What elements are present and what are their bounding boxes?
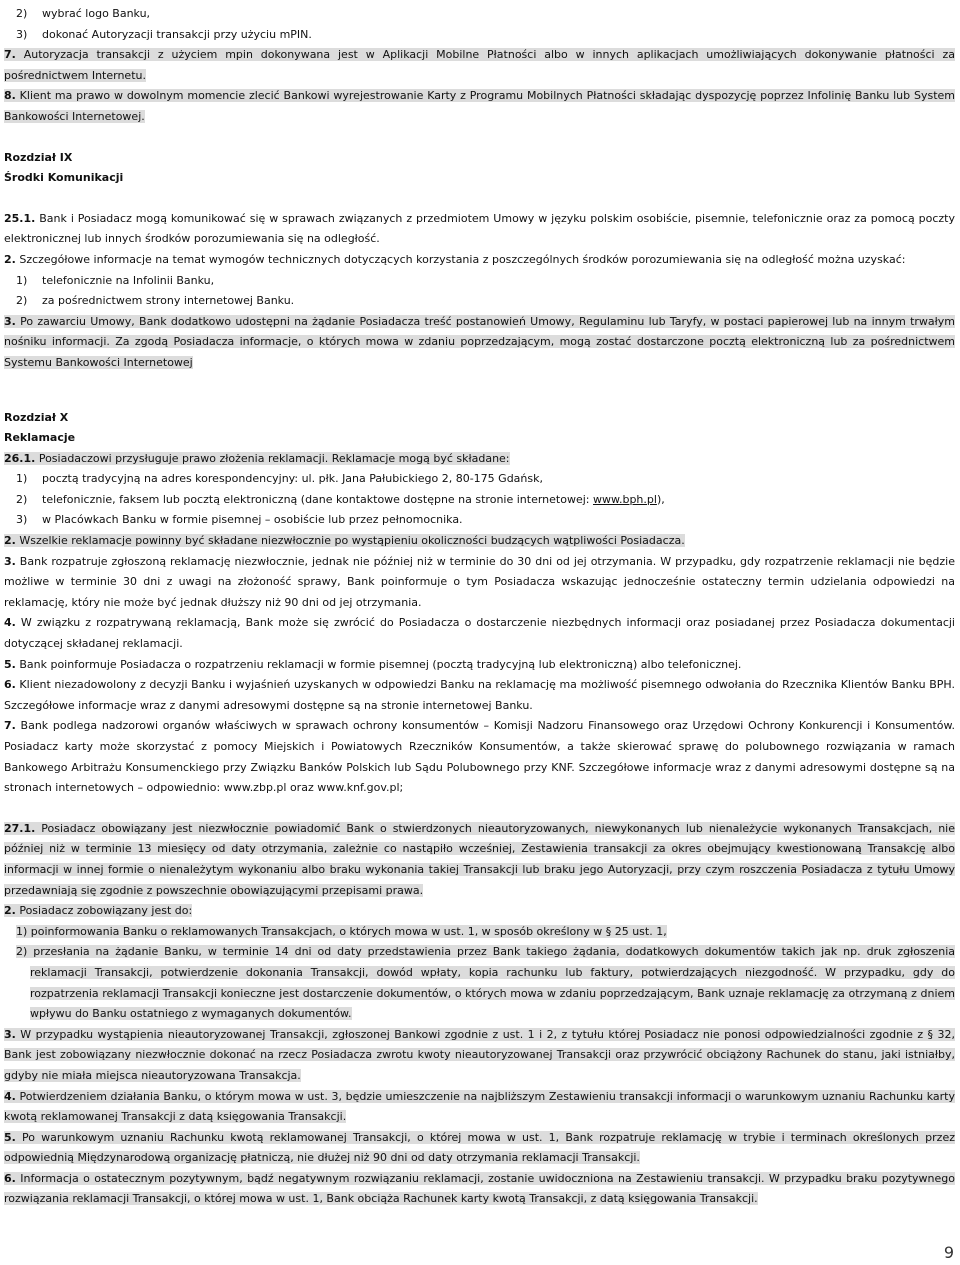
paragraph-text: Bank podlega nadzorowi organów właściwych w sprawach ochrony konsumentów – Komisji Nadzoru Finansowego oraz Urzędowi Ochrony Konkurencji i Konsumentów. Posiadacz karty może skorzystać z pomocy Miejskich i Powiatowych Rzeczników Konsumentów, a także skierować sprawę do polubownego rozwiązania w ramach Bankowego Arbitrażu Konsumenckiego przy Związku Banków Polskich lub Sądu Polubownego przy KNF. Szczegółowe informacje wraz z danymi adresowymi dostępne są na stronach internetowych – odpowiednio: www.zbp.pl oraz www.knf.gov.pl;: [4, 719, 955, 795]
item-number: 3): [16, 513, 28, 527]
item-number: 2): [16, 294, 28, 308]
paragraph-25-2: [4, 250, 955, 271]
list-item: [4, 510, 955, 531]
paragraph-number: 2.: [4, 534, 16, 548]
paragraph-26-1: [4, 449, 955, 470]
paragraph-26-4: [4, 613, 955, 654]
spacer: [4, 128, 955, 148]
paragraph-number: 2.: [4, 252, 16, 266]
item-text: w Placówkach Banku w formie pisemnej – osobiście lub przez pełnomocnika.: [42, 513, 463, 527]
page-number: 9: [943, 1243, 954, 1262]
paragraph-7: [4, 45, 955, 86]
spacer: [4, 799, 955, 819]
paragraph-26-3: [4, 552, 955, 614]
paragraph-text: Szczegółowe informacje na temat wymogów technicznych dotyczących korzystania z poszczególnych środków porozumiewania się na odległość można uzyskać:: [15, 252, 906, 266]
paragraph-text: Po warunkowym uznaniu Rachunku kwotą reklamowanej Transakcji, o której mowa w ust. 1, Bank rozpatruje reklamację w trybie i terminach określonych przez odpowiednią Międzynarodową organizację płatniczą, nie dłużej niż 90 dni od daty otrzymania reklamacji Transakcji.: [4, 1130, 955, 1165]
chapter-title: Rozdział X: [4, 410, 69, 424]
paragraph-27-4: [4, 1087, 955, 1128]
list-item: [4, 4, 955, 25]
paragraph-number: 5.: [4, 1130, 16, 1144]
paragraph-number: 4.: [4, 616, 16, 630]
paragraph-text: Klient niezadowolony z decyzji Banku i wyjaśnień uzyskanych w odpowiedzi Banku na reklamację ma możliwość pisemnego odwołania do Rzecznika Klientów Banku BPH. Szczegółowe informacje wraz z danymi adresowymi dostępne są na stronie internetowej Banku.: [4, 678, 955, 712]
paragraph-26-7: [4, 716, 955, 798]
paragraph-27-1: [4, 819, 955, 901]
paragraph-text: W związku z rozpatrywaną reklamacją, Bank może się zwrócić do Posiadacza o dostarczenie niezbędnych informacji oraz posiadanej przez Posiadacza dokumentacji dotyczącej składanej reklamacji.: [4, 616, 955, 651]
paragraph-27-2: [4, 901, 955, 922]
item-text: 2) przesłania na żądanie Banku, w terminie 14 dni od daty przedstawienia przez Bank takiego żądania, dodatkowych dokumentów takich jak np. druk zgłoszenia reklamacji Transakcji, potwierdzenie dokonania Transakcji, dowód wpłaty, kopia rachunku lub faktury, potwierdzających niezgodność. W przypadku, gdy do rozpatrzenia reklamacji Transakcji konieczne jest dostarczenie dokumentów, o których mowa w zdaniu poprzedzającym, Bank uznaje reklamację za otrzymaną z dniem wpływu do Banku ostatniego z wymaganych dokumentów.: [16, 945, 955, 1021]
paragraph-number: 6.: [4, 678, 16, 692]
paragraph-number: 7.: [4, 48, 16, 62]
paragraph-number: 8.: [4, 89, 16, 103]
paragraph-number: 6.: [4, 1171, 16, 1185]
item-number: 1): [16, 273, 28, 287]
chapter-title: Rozdział IX: [4, 150, 73, 164]
paragraph-8: [4, 86, 955, 127]
item-number: 1): [16, 472, 28, 486]
item-text: pocztą tradycyjną na adres korespondencyjny: ul. płk. Jana Pałubickiego 2, 80-175 Gdańsk,: [42, 472, 543, 486]
paragraph-text: Posiadacz zobowiązany jest do:: [15, 904, 193, 918]
item-number: 2): [16, 492, 28, 506]
paragraph-number: 7.: [4, 719, 16, 733]
list-item: [4, 271, 955, 292]
paragraph-text: Po zawarciu Umowy, Bank dodatkowo udostępni na żądanie Posiadacza treść postanowień Umowy, Regulaminu lub Taryfy, w postaci papierowej lub na innym trwałym nośniku informacji. Za zgodą Posiadacza informacje, o których mowa w zdaniu poprzedzającym, mogą zostać dostarczone pocztą elektroniczną lub za pośrednictwem Systemu Bankowości Internetowej: [4, 314, 955, 369]
paragraph-number: 27.1.: [4, 821, 36, 835]
paragraph-26-2: [4, 531, 955, 552]
paragraph-27-5: [4, 1128, 955, 1169]
list-item: [4, 469, 955, 490]
item-text: telefonicznie na Infolinii Banku,: [42, 273, 215, 287]
list-item: [4, 922, 955, 943]
paragraph-text: Bank poinformuje Posiadacza o rozpatrzeniu reklamacji w formie pisemnej (pocztą tradycyjną lub elektroniczną) albo telefonicznej.: [15, 657, 742, 671]
paragraph-text: Autoryzacja transakcji z użyciem mpin dokonywana jest w Aplikacji Mobilne Płatności albo w innych aplikacjach umożliwiających dokonywanie płatności za pośrednictwem Internetu.: [4, 48, 955, 82]
paragraph-text: Bank rozpatruje zgłoszoną reklamację niezwłocznie, jednak nie później niż w terminie do 30 dni od jej otrzymania. W przypadku, gdy rozpatrzenie reklamacji nie będzie możliwe w terminie 30 dni z uwagi na złożoność sprawy, Bank poinformuje o tym Posiadacza wskazując jednocześnie ostateczny termin udzielania odpowiedzi na reklamację, który nie może być jednak dłuższy niż 90 dni od jej otrzymania.: [4, 554, 955, 609]
paragraph-number: 2.: [4, 904, 16, 918]
chapter-subtitle: Środki Komunikacji: [4, 171, 124, 185]
paragraph-number: 26.1.: [4, 451, 36, 465]
item-number: 2): [16, 7, 28, 20]
paragraph-number: 3.: [4, 314, 16, 328]
item-text: dokonać Autoryzacji transakcji przy użyciu mPIN.: [42, 27, 312, 41]
paragraph-26-5: [4, 655, 955, 676]
item-text: za pośrednictwem strony internetowej Banku.: [42, 294, 295, 308]
list-item: [4, 490, 955, 511]
list-item: [4, 942, 955, 1024]
list-item: [4, 25, 955, 46]
paragraph-text: Wszelkie reklamacje powinny być składane niezwłocznie po wystąpieniu okoliczności budzących wątpliwości Posiadacza.: [15, 534, 685, 548]
item-number: 3): [16, 27, 28, 41]
paragraph-27-6: [4, 1169, 955, 1210]
spacer: [4, 189, 955, 209]
paragraph-text: W przypadku wystąpienia nieautoryzowanej Transakcji, zgłoszonej Bankowi zgodnie z ust. 1 i 2, z tytułu której Posiadacz nie ponosi odpowiedzialności zgodnie z § 32, Bank jest zobowiązany niezwłocznie dokonać na rzecz Posiadacza zwrotu kwoty nieautoryzowanej Transakcji oraz przywrócić obciążony Rachunek do stanu, jaki istniałby, gdyby nie miała miejsca nieautoryzowana Transakcja.: [4, 1027, 955, 1082]
paragraph-number: 4.: [4, 1089, 16, 1103]
item-text: wybrać logo Banku,: [42, 7, 151, 20]
paragraph-number: 5.: [4, 657, 16, 671]
paragraph-text: Informacja o ostatecznym pozytywnym, bądź negatywnym rozwiązaniu reklamacji, zostanie uwidoczniona na Zestawieniu transakcji. W przypadku braku pozytywnego rozwiązania reklamacji Transakcji, o której mowa w ust. 1, Bank obciąża Rachunek karty kwotą Transakcji, z datą księgowania Transakcji.: [4, 1171, 955, 1206]
paragraph-27-3: [4, 1025, 955, 1087]
paragraph-text: Potwierdzeniem działania Banku, o którym mowa w ust. 3, będzie umieszczenie na najbliższym Zestawieniu transakcji informacji o warunkowym uznaniu Rachunku karty kwotą reklamowanej Transakcji z datą księgowania Transakcji.: [4, 1089, 955, 1124]
paragraph-number: 3.: [4, 554, 16, 568]
spacer: [4, 374, 955, 408]
paragraph-number: 25.1.: [4, 211, 36, 225]
chapter-subtitle: Reklamacje: [4, 431, 76, 445]
item-text-end: ),: [656, 492, 665, 506]
paragraph-number: 3.: [4, 1027, 16, 1041]
bank-website-link[interactable]: www.bph.pl: [592, 492, 657, 506]
paragraph-25-3: [4, 312, 955, 374]
item-text: telefonicznie, faksem lub pocztą elektroniczną (dane kontaktowe dostępne na stronie internetowej:: [42, 492, 593, 506]
paragraph-26-6: [4, 675, 955, 716]
paragraph-text: Posiadaczowi przysługuje prawo złożenia reklamacji. Reklamacje mogą być składane:: [35, 451, 510, 465]
item-text: 1) poinformowania Banku o reklamowanych Transakcjach, o których mowa w ust. 1, w sposób określony w § 25 ust. 1,: [16, 924, 667, 938]
document-page: [4, 4, 955, 1210]
list-item: [4, 291, 955, 312]
paragraph-text: Bank i Posiadacz mogą komunikować się w sprawach związanych z przedmiotem Umowy w języku polskim osobiście, pisemnie, telefonicznie oraz za pomocą poczty elektronicznej lub innych środków porozumiewania się na odległość.: [4, 211, 955, 246]
paragraph-25-1: [4, 209, 955, 250]
paragraph-text: Posiadacz obowiązany jest niezwłocznie powiadomić Bank o stwierdzonych nieautoryzowanych, niewykonanych lub nienależycie wykonanych Transakcjach, nie później niż w terminie 13 miesięcy od daty otrzymania, zależnie co nastąpiło wcześniej, Zestawienia transakcji za okres obejmujący kwestionowaną Transakcję albo informacji w innej formie o nienależytym wykonaniu albo braku wykonania takiej Transakcji lub braku jego Autoryzacji, przy czym roszczenia Posiadacza z tytułu Umowy przedawniają się zgodnie z powszechnie obowiązującymi przepisami prawa.: [4, 821, 955, 897]
paragraph-text: Klient ma prawo w dowolnym momencie zlecić Bankowi wyrejestrowanie Karty z Programu Mobilnych Płatności składając dyspozycję poprzez Infolinię Banku lub System Bankowości Internetowej.: [4, 89, 955, 123]
